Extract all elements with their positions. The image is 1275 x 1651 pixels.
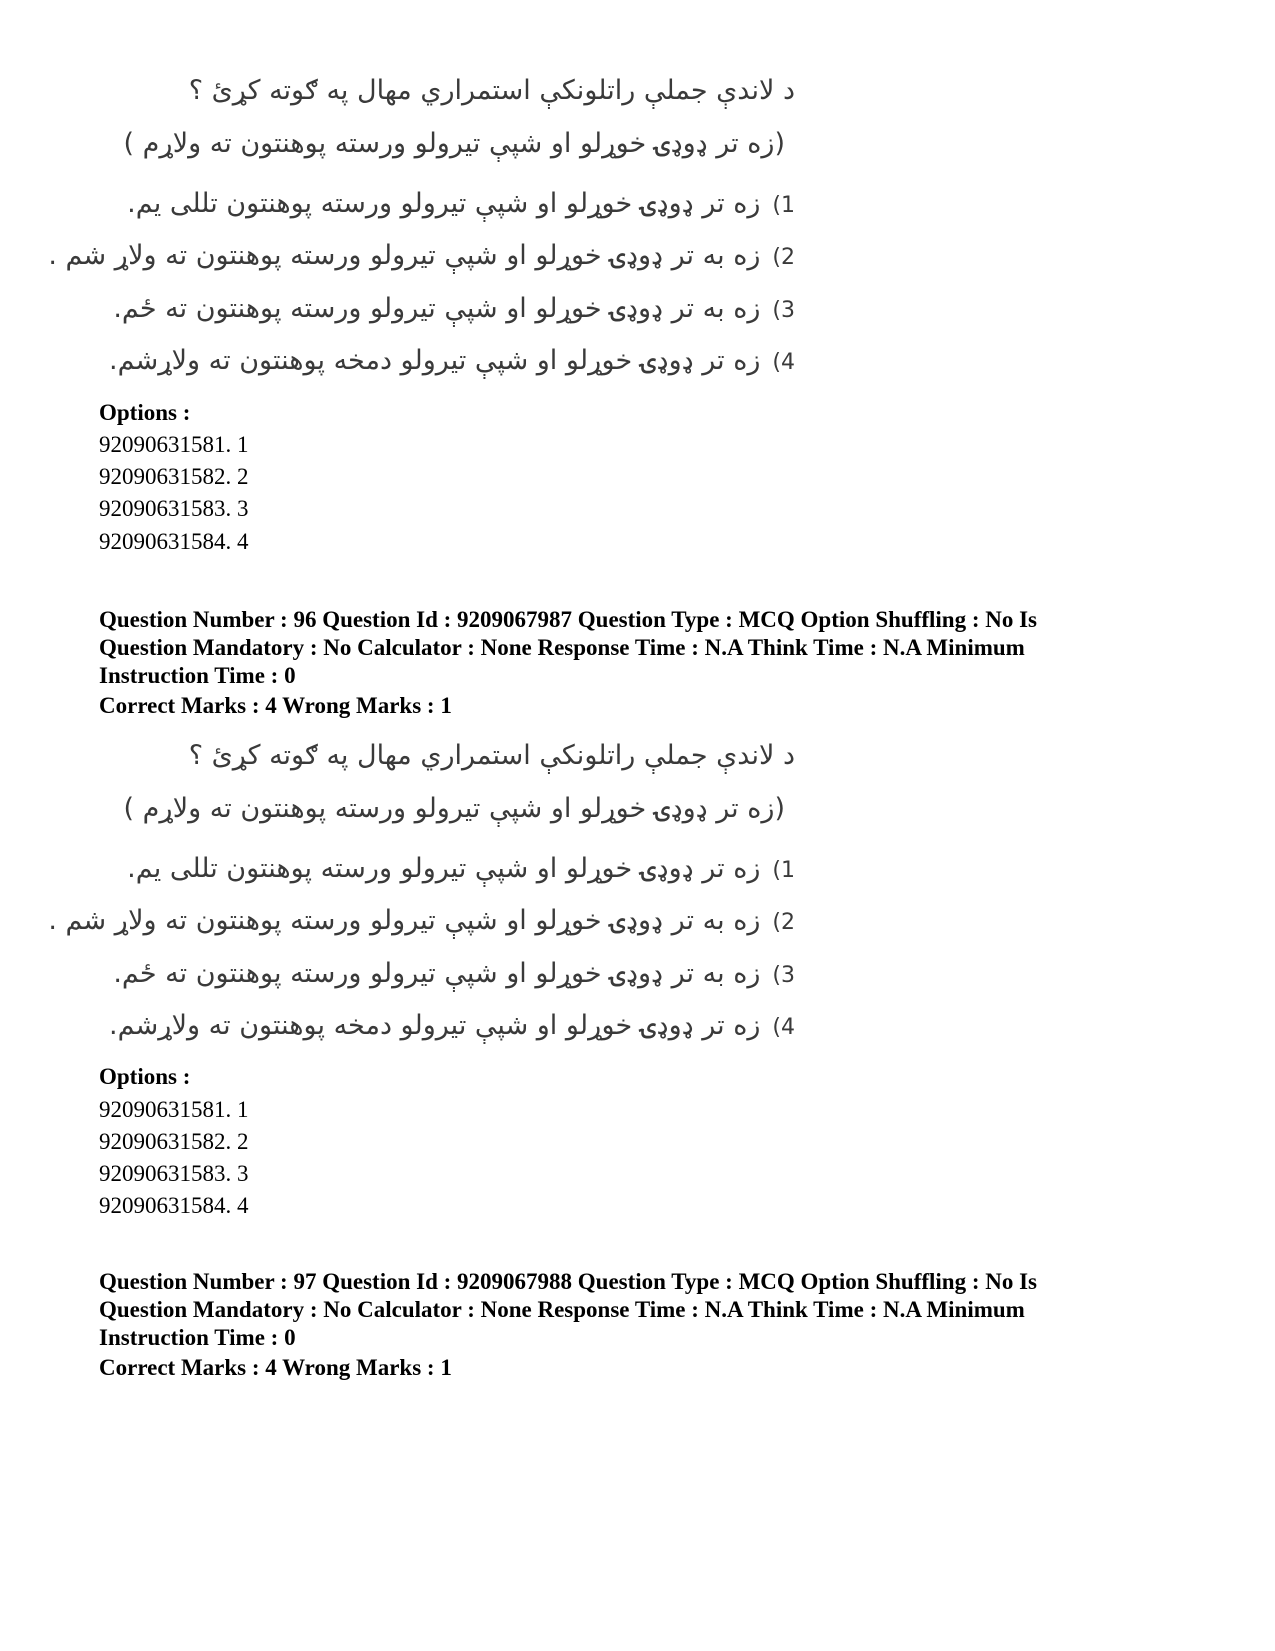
question-meta <box>99 1268 1179 1352</box>
question-choice <box>48 239 795 275</box>
choice-text: زه تر ډوډۍ خوړلو او شپې تیرولو دمخه پوهنتون ته ولاړشم. <box>109 1010 761 1041</box>
question-stem: د لاندې جملې راتلونکې استمراري مهال په ګوته کړئ ؟ <box>188 75 795 106</box>
option-item: 92090631581. 1 <box>99 1097 249 1122</box>
choice-text: زه به تر ډوډۍ خوړلو او شپې تیرولو ورسته پوهنتون ته ولاړ شم . <box>48 240 761 271</box>
question-meta-line: Instruction Time : 0 <box>99 1325 296 1350</box>
question-choice <box>127 852 795 888</box>
choice-number: 1) <box>772 193 795 218</box>
options-label: Options : <box>99 1064 191 1089</box>
options-label: Options : <box>99 400 191 425</box>
choice-number: 1) <box>772 858 795 883</box>
question-marks: Correct Marks : 4 Wrong Marks : 1 <box>99 1355 452 1380</box>
option-item: 92090631584. 4 <box>99 1193 249 1218</box>
choice-number: 3) <box>772 298 795 323</box>
question-choice <box>127 187 795 223</box>
choice-number: 3) <box>772 963 795 988</box>
choice-number: 2) <box>772 245 795 270</box>
choice-text: زه به تر ډوډۍ خوړلو او شپې تیرولو ورسته پوهنتون ته ولاړ شم . <box>48 905 761 936</box>
question-marks: Correct Marks : 4 Wrong Marks : 1 <box>99 693 452 718</box>
question-choice <box>109 1009 795 1045</box>
choice-text: زه تر ډوډۍ خوړلو او شپې تیرولو ورسته پوهنتون تللی یم. <box>127 853 761 884</box>
question-hint: (زه تر ډوډۍ خوړلو او شپې تیرولو ورسته پوهنتون ته ولاړم ) <box>123 128 785 159</box>
question-choice <box>109 344 795 380</box>
question-choice <box>113 957 795 993</box>
question-choice <box>113 292 795 328</box>
choice-number: 4) <box>772 350 795 375</box>
question-image <box>48 70 845 390</box>
choice-text: زه به تر ډوډۍ خوړلو او شپې تیرولو ورسته پوهنتون ته ځم. <box>113 293 761 324</box>
choice-text: زه تر ډوډۍ خوړلو او شپې تیرولو دمخه پوهنتون ته ولاړشم. <box>109 345 761 376</box>
choice-text: زه تر ډوډۍ خوړلو او شپې تیرولو ورسته پوهنتون تللی یم. <box>127 188 761 219</box>
question-meta-line: Question Mandatory : No Calculator : None Response Time : N.A Think Time : N.A Minimum <box>99 635 1025 660</box>
question-meta-line: Instruction Time : 0 <box>99 663 296 688</box>
option-item: 92090631583. 3 <box>99 496 249 521</box>
choice-number: 4) <box>772 1015 795 1040</box>
option-item: 92090631582. 2 <box>99 1129 249 1154</box>
question-choice <box>48 904 795 940</box>
question-meta-line: Question Mandatory : No Calculator : None Response Time : N.A Think Time : N.A Minimum <box>99 1297 1025 1322</box>
option-item: 92090631583. 3 <box>99 1161 249 1186</box>
choice-number: 2) <box>772 910 795 935</box>
question-image <box>48 735 845 1055</box>
question-meta-line: Question Number : 97 Question Id : 9209067988 Question Type : MCQ Option Shuffling : No Is <box>99 1269 1038 1294</box>
choice-text: زه به تر ډوډۍ خوړلو او شپې تیرولو ورسته پوهنتون ته ځم. <box>113 958 761 989</box>
question-meta-line: Question Number : 96 Question Id : 9209067987 Question Type : MCQ Option Shuffling : No Is <box>99 607 1038 632</box>
option-item: 92090631582. 2 <box>99 464 249 489</box>
option-item: 92090631581. 1 <box>99 432 249 457</box>
question-meta <box>99 606 1179 690</box>
option-item: 92090631584. 4 <box>99 529 249 554</box>
question-hint: (زه تر ډوډۍ خوړلو او شپې تیرولو ورسته پوهنتون ته ولاړم ) <box>123 793 785 824</box>
question-stem: د لاندې جملې راتلونکې استمراري مهال په ګوته کړئ ؟ <box>188 740 795 771</box>
